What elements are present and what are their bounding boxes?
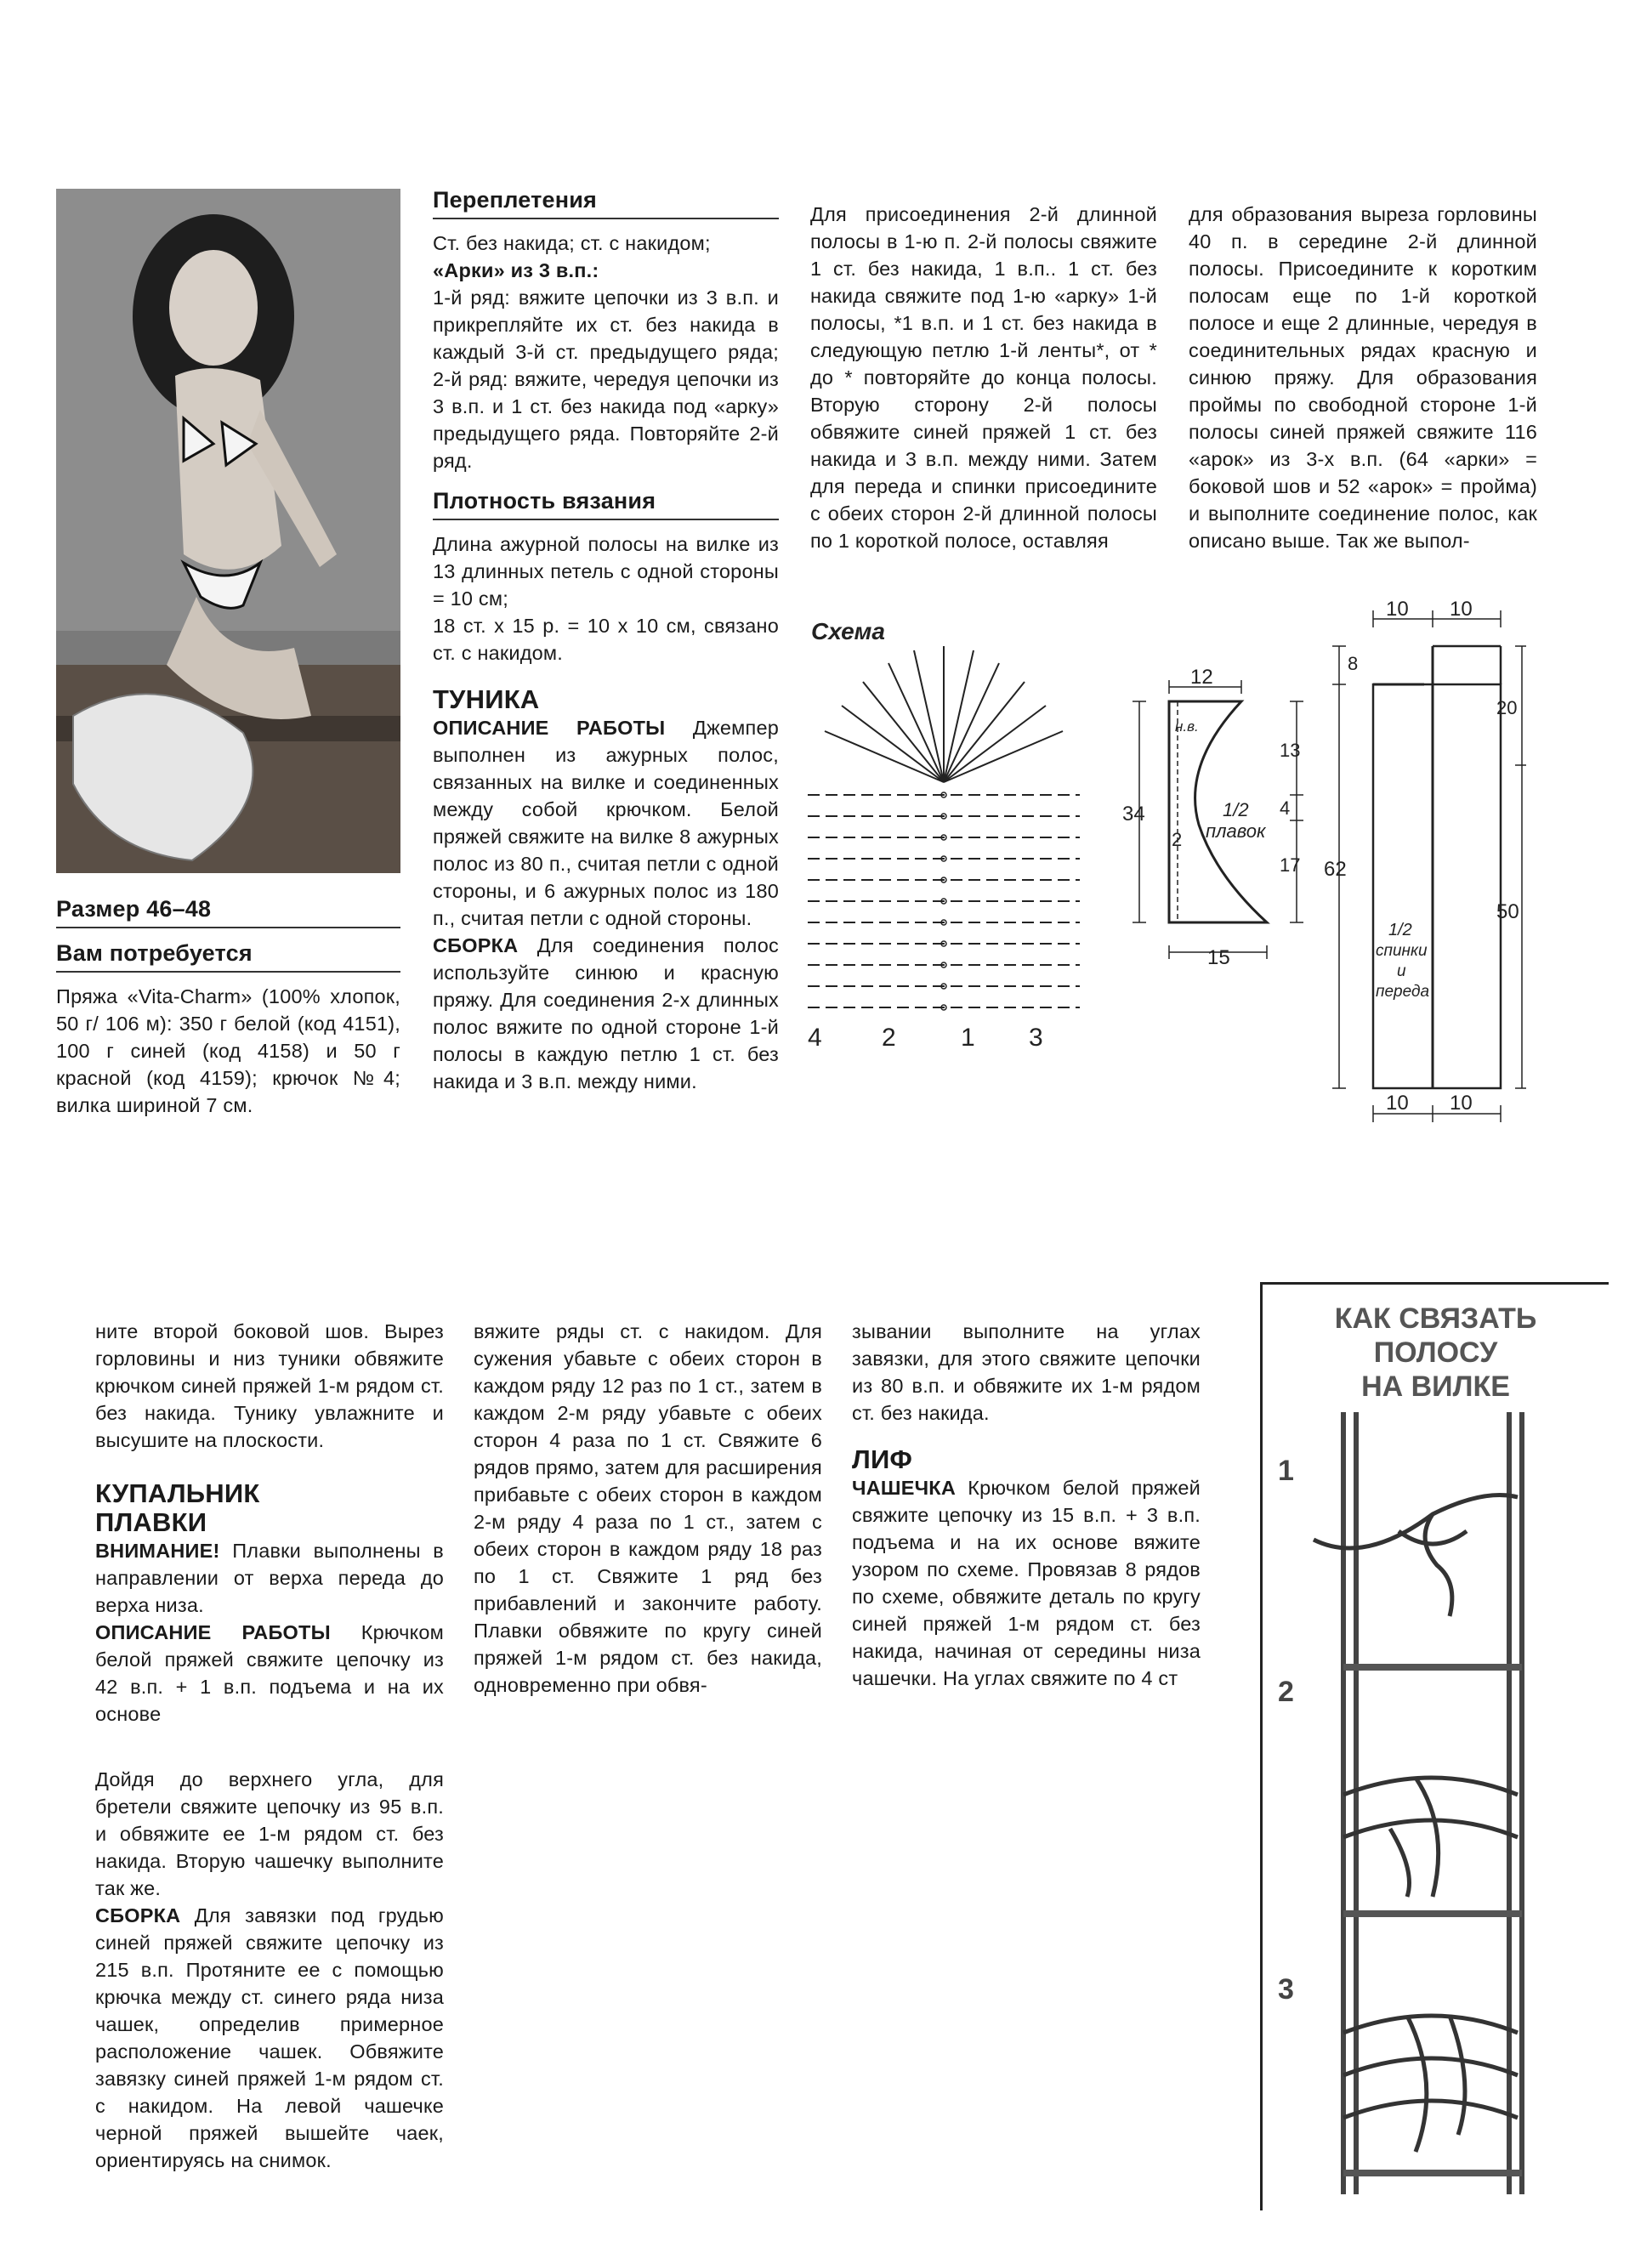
col3-text: Для присоединения 2-й длинной полосы в 1-ю п. 2-й полосы свяжите 1 ст. без накида, 1 в.п.. 1 ст. без накида свяжите под 1-ю «арку» 1-й полосы, *1 в.п. и 1 ст. без накида в следующую петлю 1-й ленты*, от * до * повторяйте до конца полосы. Вторую сторону 2-й полосы обвяжите синей пряжей 1 ст. без накида и 3 в.п. между ними. Затем для переда и спинки присоедините с обеих сторон 2-й длинной полосы по 1 короткой полосе, оставляя bbox=[810, 203, 1157, 552]
tunic-label-front: переда bbox=[1376, 983, 1430, 1001]
panties-label-name: плавок bbox=[1206, 820, 1266, 842]
panties-top-dim: 12 bbox=[1190, 666, 1213, 689]
howto-box bbox=[1260, 1282, 1609, 2210]
panties-label-fraction: 1/2 bbox=[1223, 799, 1249, 820]
weaves-rows: 1-й ряд: вяжите цепочки из 3 в.п. и прикрепляйте их ст. без накида в каждый 3-й ст. предыдущего ряда; 2-й ряд: вяжите, чередуя цепочки из 3 в.п. и 1 ст. без накида под «арку» предыдущего ряда. Повторяйте 2-й ряд. bbox=[433, 287, 779, 472]
materials-text: Пряжа «Vita-Charm» (100% хлопок, 50 г/ 106 м): 350 г белой (код 4151), 100 г синей (код 4158) и 50 г красной (код 4159); крючок №4; вилка шириной 7 см. bbox=[56, 985, 400, 1116]
scheme-diagram bbox=[799, 612, 1088, 1063]
tunic-top-left-dim: 10 bbox=[1386, 598, 1409, 621]
lower-column-1 bbox=[95, 1318, 444, 1728]
tunic-label-fraction: 1/2 bbox=[1388, 921, 1412, 939]
lower4-text: Дойдя до верхнего угла, для бретели свяжите цепочку из 95 в.п. и обвяжите ее 1-м рядом ст. без накида. Вторую чашечку выполните так же. bbox=[95, 1768, 444, 1899]
weaves-heading: Переплетения bbox=[433, 185, 779, 219]
gauge-heading: Плотность вязания bbox=[433, 486, 779, 520]
tunic-heading: ТУНИКА bbox=[433, 684, 540, 714]
tunic-work-text: Джемпер выполнен из ажурных полос, связанных на вилке и соединенных между собой крючком. Белой пряжей свяжите на вилке 8 ажурных полос из 80 п., считая петли с одной стороны, и 6 ажурных полос из 180 п., считая петли с одной стороны. bbox=[433, 717, 779, 929]
lower1-intro: ните второй боковой шов. Вырез горловины и низ туники обвяжите крючком синей пряжей 1-м рядом ст. без накида. Тунику увлажните и высушите на плоскости. bbox=[95, 1320, 444, 1451]
scheme-title: Схема bbox=[811, 618, 885, 644]
lower-column-4 bbox=[95, 1766, 444, 2174]
tunic-bottom-left-dim: 10 bbox=[1386, 1092, 1409, 1115]
col4-text: для образования выреза горловины 40 п. в середине 2-й длинной полосы. Присоедините к коротким полосам еще по 1-й короткой полосе и еще 2 длинные, чередуя в соединительных рядах красную и синюю пряжу. Для образования проймы по свободной стороне 1-й полосы синей пряжей свяжите 116 «арок» из 3-х в.п. (64 «арки» = боковой шов и 52 «арок» = пройма) и выполните соединение полос, как описано выше. Так же выпол- bbox=[1189, 203, 1537, 552]
tunic-label-back: спинки bbox=[1376, 942, 1428, 960]
panties-two-label: 2 bbox=[1172, 829, 1183, 850]
photo-illustration bbox=[56, 189, 400, 873]
panties-left-dim: 34 bbox=[1122, 803, 1145, 826]
scheme-fan bbox=[825, 646, 1063, 782]
scheme-col-label-3: 3 bbox=[1029, 1024, 1043, 1052]
materials-heading: Вам потребуется bbox=[56, 939, 400, 973]
weaves-line1: Ст. без накида; ст. с накидом; bbox=[433, 232, 711, 254]
scheme-col-label-2: 2 bbox=[882, 1024, 896, 1052]
lower-column-2 bbox=[474, 1318, 822, 1699]
gauge-text-2: 18 ст. х 15 р. = 10 х 10 см, связано ст. с накидом. bbox=[433, 615, 779, 664]
tunic-left-dim-62: 62 bbox=[1324, 858, 1347, 881]
howto-title-line3: НА ВИЛКЕ bbox=[1361, 1370, 1510, 1403]
column-4 bbox=[1189, 201, 1537, 554]
panties-dim-4: 4 bbox=[1280, 797, 1291, 819]
scheme-col-label-4: 4 bbox=[808, 1024, 822, 1052]
cup-text: Крючком белой пряжей свяжите цепочку из 15 в.п. + 3 в.п. подъема и на их основе вяжите узором по схеме. Провязав 8 рядов по схеме, обвяжите деталь по кругу синей пряжей 1-м рядом ст. без накида, начиная от середины низа чашечки. На углах свяжите по 4 ст bbox=[852, 1477, 1201, 1689]
tunic-assembly-text: Для соединения полос используйте синюю и красную пряжу. Для соединения 2-х длинных полос вяжите по одной стороне 1-й полосы в каждую петлю 1 ст. без накида и 3 в.п. между ними. bbox=[433, 934, 779, 1092]
cup-label: ЧАШЕЧКА bbox=[852, 1477, 956, 1499]
briefs-heading: ПЛАВКИ bbox=[95, 1507, 207, 1537]
tunic-assembly-label: СБОРКА bbox=[433, 934, 519, 956]
briefs-work-text: Крючком белой пряжей свяжите цепочку из 42 в.п. + 1 в.п. подъема и на их основе bbox=[95, 1621, 444, 1725]
tunic-dim-50: 50 bbox=[1496, 900, 1519, 923]
tunic-pattern bbox=[1322, 595, 1526, 1139]
column-3 bbox=[810, 201, 1157, 554]
howto-step-1: 1 bbox=[1278, 1455, 1294, 1487]
howto-step-3: 3 bbox=[1278, 1973, 1294, 2006]
panties-dim-13: 13 bbox=[1280, 740, 1301, 761]
attention-label: ВНИМАНИЕ! bbox=[95, 1540, 220, 1562]
column-1 bbox=[56, 894, 400, 1119]
swimsuit-heading: КУПАЛЬНИК bbox=[95, 1478, 260, 1508]
bra-assembly-label: СБОРКА bbox=[95, 1904, 181, 1926]
panties-pattern bbox=[1122, 663, 1318, 969]
panties-nv-label: н.в. bbox=[1175, 718, 1199, 735]
tunic-top-right-dim: 10 bbox=[1450, 598, 1473, 621]
howto-step-2: 2 bbox=[1278, 1676, 1294, 1708]
scheme-rows bbox=[808, 795, 1080, 1007]
gauge-text-1: Длина ажурной полосы на вилке из 13 длинных петель с одной стороны = 10 см; bbox=[433, 533, 779, 610]
arches-label: «Арки» из 3 в.п.: bbox=[433, 259, 599, 281]
tunic-work-label: ОПИСАНИЕ РАБОТЫ bbox=[433, 717, 666, 739]
model-photo bbox=[56, 189, 400, 873]
howto-illustration bbox=[1263, 1285, 1609, 2210]
lower-column-3 bbox=[852, 1318, 1201, 1692]
lower3-text: зывании выполните на углах завязки, для этого свяжите цепочки из 80 в.п. и обвяжите их 1-м рядом ст. без накида. bbox=[852, 1320, 1201, 1424]
size-heading: Размер 46–48 bbox=[56, 894, 400, 928]
bra-heading: ЛИФ bbox=[852, 1444, 913, 1474]
column-2 bbox=[433, 185, 779, 1095]
scheme-col-label-1: 1 bbox=[961, 1024, 975, 1052]
howto-title-line2: ПОЛОСУ bbox=[1373, 1336, 1498, 1369]
bra-assembly-text: Для завязки под грудью синей пряжей свяжите цепочку из 215 в.п. Протяните ее с помощью крючка между ст. синего ряда низа чашек, определив примерное расположение чашек. Обвяжите завязку синей пряжей 1-м рядом ст. с накидом. На левой чашечке черной пряжей вышейте чаек, ориентируясь на снимок. bbox=[95, 1904, 444, 2171]
howto-title-line1: КАК СВЯЗАТЬ bbox=[1334, 1302, 1537, 1335]
tunic-dim-8: 8 bbox=[1348, 653, 1359, 674]
tunic-bottom-right-dim: 10 bbox=[1450, 1092, 1473, 1115]
panties-bottom-dim: 15 bbox=[1207, 946, 1230, 969]
attention-text: Плавки выполнены в направлении от верха переда до верха низа. bbox=[95, 1540, 444, 1616]
briefs-work-label: ОПИСАНИЕ РАБОТЫ bbox=[95, 1621, 331, 1643]
tunic-label-and: и bbox=[1397, 962, 1406, 980]
tunic-dim-20: 20 bbox=[1496, 697, 1518, 718]
panties-dim-17: 17 bbox=[1280, 854, 1301, 876]
lower2-text: вяжите ряды ст. с накидом. Для сужения убавьте с обеих сторон в каждом ряду 12 раз по 1 ст., затем в каждом 2-м ряду убавьте с обеих сторон 4 раза по 1 ст. Свяжите 6 рядов прямо, затем для расширения прибавьте с обеих сторон в каждом 2-м ряду 4 раза по 1 ст., затем с обеих сторон в каждом ряду 18 раз по 1 ст. Свяжите 1 ряд без прибавлений и закончите работу. Плавки обвяжите по кругу синей пряжей 1-м рядом ст. без накида, одновременно при обвя- bbox=[474, 1320, 822, 1696]
